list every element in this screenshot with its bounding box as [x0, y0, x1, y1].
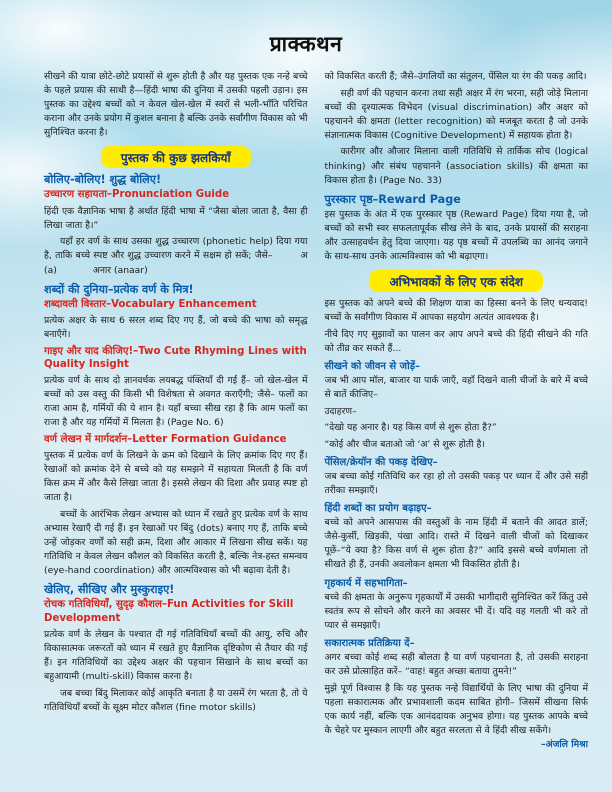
- body-para: सही वर्ण की पहचान करना तथा सही अक्षर में रंग भरना, सही जोड़े मिलाना बच्चों की दृश्यात्मक विभेदन (visual discrimination) और अक्षर को पहचानने की क्षमता (letter recognition) को मजबूत करता है जो उनके संज्ञानात्मक विकास (Cognitive Development) में सहायक होता है।: [324, 87, 588, 141]
- heading-positive-feedback: सकारात्मक प्रतिक्रिया दें–: [324, 637, 415, 649]
- body-para: प्रत्येक वर्ण के लेखन के पश्चात दी गई गतिविधियाँ बच्चों की आयु, रुचि और विकासात्मक जरूरतों को ध्यान में रखते हुए वैज्ञानिक दृष्टिकोण से तैयार की गई हैं। इन गतिविधियों का उद्देश्य अक्षर की पहचान सिखाने के साथ बच्चों का बहुआयामी (multi-skill) विकास करना है।: [44, 628, 308, 683]
- body-para: इस पुस्तक को अपने बच्चे की शिक्षण यात्रा का हिस्सा बनने के लिए धन्यवाद! बच्चों के सर्वांगीण विकास में आपका सहयोग अत्यंत आवश्यक है।: [324, 298, 588, 324]
- body-para: को विकसित करती हैं; जैसे–उंगलियों का संतुलन, पेंसिल या रंग की पकड़ आदि।: [324, 71, 587, 82]
- example-lead: यहाँ हर वर्ण के साथ उसका शुद्ध उच्चारण (phonetic help) दिया गया है, ताकि बच्चे स्पष्ट और शुद्ध उच्चारण करने में सक्षम हो सकें; जैसे–: [44, 236, 308, 262]
- right-column: [325, 70, 589, 752]
- body-para: जब बच्चा कोई गतिविधि कर रहा हो तो उसकी पकड़ पर ध्यान दें और उसे सही तरीका समझाएँ।: [324, 470, 588, 497]
- heading-rhyming-lines: गाइए और याद कीजिए!–Two Cute Rhyming Lines with Quality Insight: [44, 345, 307, 370]
- body-para-with-example: [44, 235, 308, 277]
- body-para: नीचे दिए गए सुझावों का पालन कर आप अपने बच्चे की हिंदी सीखने की गति को तीव्र कर सकते हैं...: [324, 328, 588, 354]
- body-para: इस पुस्तक के अंत में एक पुरस्कार पृष्ठ (Reward Page) दिया गया है, जो बच्चों को सभी स्वर सफलतापूर्वक सीख लेने के बाद, उनके प्रयासों की सराहना और उत्साहवर्धन हेतु दिया जाएगा। यह पृष्ठ बच्चों में उपलब्धि का आनंद जगाने के साथ-साथ उनके आत्मविश्वास को भी बढ़ाएगा।: [324, 208, 588, 263]
- page-title: प्राक्कथन: [269, 32, 343, 56]
- heading-vocabulary-enhancement: शब्दावली विस्तार–Vocabulary Enhancement: [44, 298, 257, 310]
- heading-letter-formation: वर्ण लेखन में मार्गदर्शन–Letter Formation Guidance: [44, 433, 287, 445]
- left-column: [44, 70, 308, 752]
- body-para: बच्चों के आरंभिक लेखन अभ्यास को ध्यान में रखते हुए प्रत्येक वर्ण के साथ अभ्यास रेखाएँ दी गई हैं। इन रेखाओं पर बिंदु (dots) बनाए गए हैं, ताकि बच्चे उन्हें जोड़कर वर्णों को सही क्रम, दिशा और आकार में लिखना सीख सकें। यह गतिविधि न केवल लेखन कौशल को विकसित करती है, बल्कि नेत्र-हस्त समन्वय (eye-hand coordination) और आत्मविश्वास को भी बढ़ावा देती है।: [44, 508, 308, 577]
- body-para: “कोई और चीज बताओ जो ‘अ’ से शुरू होती है।: [324, 438, 485, 450]
- example-letter: अ (a): [44, 250, 308, 276]
- body-para: बच्चे की क्षमता के अनुरूप गृहकार्यों में उसकी भागीदारी सुनिश्चित करें किंतु उसे स्वतंत्र रूप से सोचने और करने का अवसर भी दें। यदि वह गलती भी करे तो प्यार से समझाएँ।: [324, 591, 588, 631]
- two-column-layout: [0, 66, 612, 752]
- heading-play-learn-smile: खेलिए, सीखिए और मुस्कुराइए!: [44, 583, 175, 597]
- heading-world-of-words: शब्दों की दुनिया–प्रत्येक वर्ण के मित्र!: [44, 282, 194, 296]
- body-para: जब बच्चा बिंदु मिलाकर कोई आकृति बनाता है या उसमें रंग भरता है, तो ये गतिविधियाँ बच्चों के सूक्ष्म मोटर कौशल (fine motor skills): [44, 687, 308, 713]
- heading-use-hindi-words: हिंदी शब्दों का प्रयोग बढ़ाइए–: [324, 503, 432, 515]
- heading-pencil-grip: पेंसिल/क्रेयॉन की पकड़ देखिए–: [324, 456, 438, 468]
- heading-pronunciation-guide: उच्चारण सहायता–Pronunciation Guide: [44, 189, 230, 201]
- section-banner-highlights: पुस्तक की कुछ झलकियाँ: [101, 146, 251, 168]
- section-banner-parents-message: अभिभावकों के लिए एक संदेश: [369, 270, 543, 292]
- body-para: पुस्तक में प्रत्येक वर्ण के लिखने के क्रम को दिखाने के लिए क्रमांक दिए गए हैं। रेखाओं को क्रमांक देने से बच्चे को यह समझने में सहायता मिलती है कि वर्ण किस क्रम में और कैसे लिखा जाता है। इससे लेखन की दिशा और प्रवाह स्पष्ट हो जाता है।: [44, 450, 308, 504]
- body-para: प्रत्येक अक्षर के साथ 6 सरल शब्द दिए गए हैं, जो बच्चे की भाषा को समृद्ध बनाएँगे।: [44, 314, 308, 340]
- body-para: प्रत्येक वर्ण के साथ दो ज्ञानवर्धक लयबद्ध पंक्तियाँ दी गई हैं– जो खेल-खेल में बच्चों को उस वस्तु की किसी भी विशेषता से अवगत कराएँगी; जैसे– फलों का राजा आम है, गर्मियों की ये शान है। यहाँ बच्चा सीख रहा है कि आम फलों का राजा है और यह गर्मियों में मिलता है। (Page No. 6): [44, 374, 308, 429]
- body-para: “देखो यह अनार है। यह किस वर्ण से शुरू होता है?”: [324, 422, 497, 434]
- body-para: हिंदी एक वैज्ञानिक भाषा है अर्थात हिंदी भाषा में “जैसा बोला जाता है, वैसा ही लिखा जाता है।”: [44, 205, 308, 231]
- closing-text: मुझे पूर्ण विश्वास है कि यह पुस्तक नन्हे विद्यार्थियों के लिए भाषा की दुनिया में पहला सकारात्मक और प्रभावशाली कदम साबित होगी– जिसमें सीखना सिर्फ एक कार्य नहीं, बल्कि एक आनंददायक अनुभव होगा। यह पुस्तक आपके बच्चे के चेहरे पर मुस्कान लाएगी और बहुत सरलता से वे हिंदी सीख सकेंगे।: [324, 682, 588, 736]
- closing-paragraph: [324, 682, 589, 750]
- body-para: अगर बच्चा कोई शब्द सही बोलता है या वर्ण पहचानता है, तो उसकी सराहना कर उसे प्रोत्साहित करें– “वाह! बहुत अच्छा बताया तुमने!”: [324, 651, 588, 677]
- body-para: उदाहरण–: [324, 405, 357, 417]
- heading-connect-learning-to-life: सीखने को जीवन से जोड़ें–: [324, 361, 421, 372]
- body-para: जब भी आप मॉल, बाजार या पार्क जाएँ, वहाँ दिखने वाली चीजों के बारे में बच्चे से बातें कीजिए–: [324, 375, 588, 401]
- intro-paragraph: सीखने की यात्रा छोटे-छोटे प्रयासों से शुरू होती है और यह पुस्तक एक नन्हे बच्चे के पहले प्रयास की साथी है—हिंदी भाषा की दुनिया में उसकी पहली उड़ान। इस पुस्तक का उद्देश्य बच्चों को न केवल खेल-खेल में स्वरों से भली-भाँति परिचित कराना और उनके प्रयोग में कुशल बनाना है बल्कि उनके सर्वांगीण विकास को भी सुनिश्चित करना है।: [44, 71, 308, 139]
- body-para: बच्चे को अपने आसपास की वस्तुओं के नाम हिंदी में बताने की आदत डालें; जैसे-कुर्सी, खिड़की, पंखा आदि। रास्ते में दिखने वाली चीजों को दिखाकर पूछें–“ये क्या है? किस वर्ण से शुरू होता है?” आदि इससे बच्चे वर्णमाला तो सीखते ही हैं, उनकी अवलोकन क्षमता भी विकसित होती है।: [324, 517, 588, 571]
- heading-reward-page: पुरस्कार पृष्ठ–Reward Page: [324, 192, 461, 206]
- heading-homework-participation: गृहकार्य में सहभागिता–: [324, 577, 408, 589]
- heading-speak-pure: बोलिए-बोलिए! शुद्ध बोलिए!: [44, 173, 162, 187]
- heading-fun-activities: रोचक गतिविधियाँ, सुदृढ़ कौशल–Fun Activities for Skill Development: [44, 599, 294, 624]
- example-word: अनार (anaar): [92, 264, 148, 276]
- author-signature: –अंजलि मिश्रा: [541, 738, 588, 750]
- body-para: कारीगर और औजार मिलाना वाली गतिविधि से तार्किक सोच (logical thinking) और संबंध पहचानने (association skills) की क्षमता का विकास होता है। (Page No. 33): [324, 146, 588, 186]
